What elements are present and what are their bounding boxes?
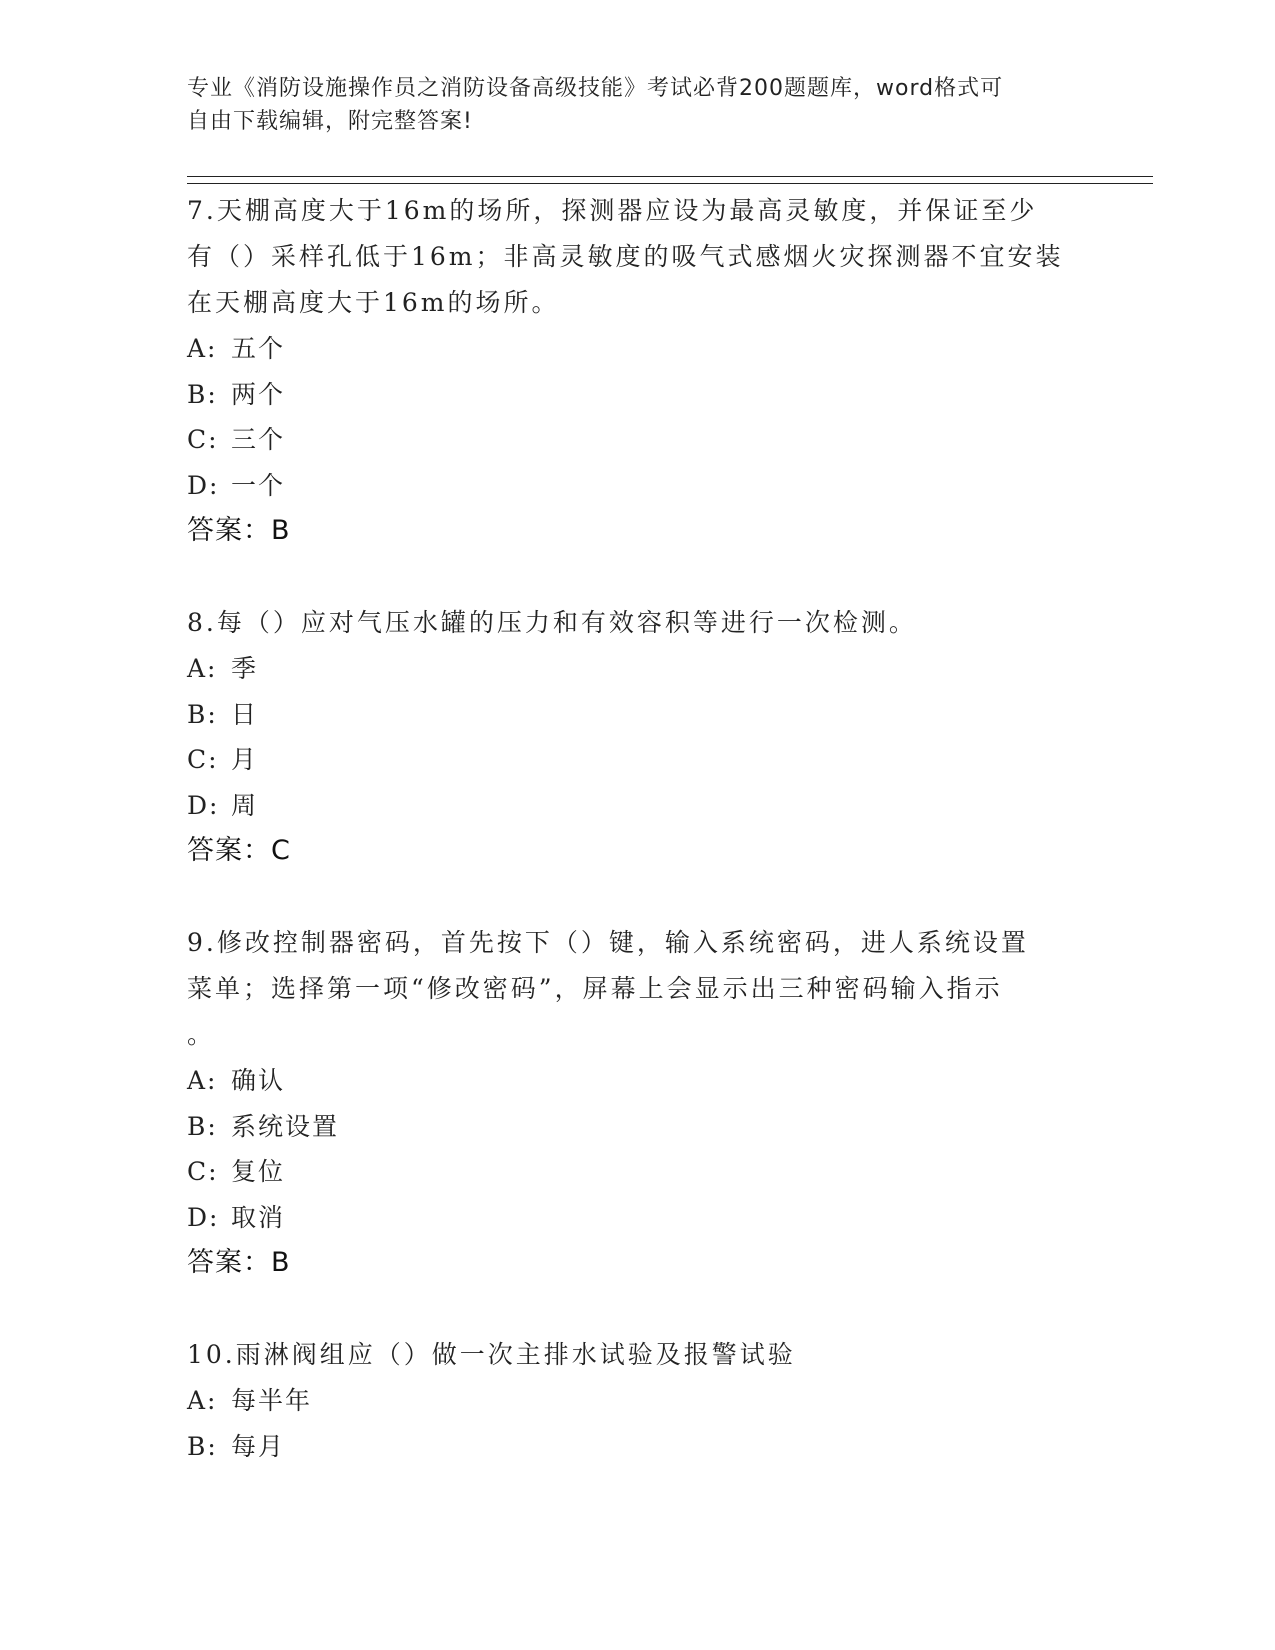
option-text: 月 [231, 745, 259, 774]
option-a [187, 326, 1087, 372]
option-letter: C: [187, 745, 219, 774]
option-letter: B: [187, 1431, 218, 1461]
option-text: 周 [231, 790, 259, 820]
option-a [187, 646, 1087, 692]
question-line: 7.天棚高度大于16m的场所，探测器应设为最高灵敏度，并保证至少 [187, 196, 1038, 225]
option-letter: A: [187, 1066, 218, 1095]
question-text [187, 188, 1087, 326]
option-text: 取消 [231, 1202, 286, 1232]
option-text: 一个 [231, 470, 286, 500]
option-letter: A: [187, 334, 218, 363]
question-8 [187, 600, 1087, 874]
question-line: 有（）采样孔低于16m；非高灵敏度的吸气式感烟火灾探测器不宜安装 [187, 242, 1064, 271]
question-line: 。 [187, 1020, 216, 1049]
option-b [187, 692, 1087, 738]
question-7 [187, 188, 1087, 554]
option-c [187, 1149, 1087, 1195]
option-letter: A: [187, 654, 218, 683]
question-10 [187, 1332, 1087, 1469]
option-letter: C: [187, 1157, 219, 1186]
option-b [187, 1104, 1087, 1150]
option-letter: B: [187, 379, 218, 409]
option-text: 两个 [231, 379, 286, 409]
option-a [187, 1378, 1087, 1424]
option-text: 确认 [231, 1066, 286, 1095]
header-line-1: 专业《消防设施操作员之消防设备高级技能》考试必背200题题库，word格式可 [187, 76, 1004, 101]
question-line: 9.修改控制器密码，首先按下（）键，输入系统密码，进人系统设置 [187, 928, 1029, 957]
answer: 答案：B [187, 1247, 291, 1278]
option-c [187, 737, 1087, 783]
option-b [187, 1424, 1087, 1470]
question-list [187, 188, 1087, 1515]
option-a [187, 1058, 1087, 1104]
question-text [187, 920, 1087, 1058]
option-letter: D: [187, 790, 220, 820]
option-text: 每半年 [231, 1386, 313, 1415]
option-letter: B: [187, 1111, 218, 1141]
question-text [187, 600, 1087, 646]
question-text [187, 1332, 1087, 1378]
document-header [187, 72, 1067, 138]
question-9 [187, 920, 1087, 1286]
question-line: 8.每（）应对气压水罐的压力和有效容积等进行一次检测。 [187, 608, 917, 637]
header-line-2: 自由下载编辑，附完整答案! [187, 109, 473, 134]
option-text: 复位 [231, 1157, 286, 1186]
option-letter: D: [187, 1202, 220, 1232]
option-d [187, 1195, 1087, 1241]
question-line: 在天棚高度大于16m的场所。 [187, 288, 560, 317]
question-line: 菜单；选择第一项“修改密码”，屏幕上会显示出三种密码输入指示 [187, 974, 1003, 1003]
option-text: 每月 [231, 1431, 286, 1461]
option-c [187, 417, 1087, 463]
answer: 答案：C [187, 835, 291, 866]
option-letter: B: [187, 699, 218, 729]
option-d [187, 783, 1087, 829]
option-d [187, 463, 1087, 509]
answer: 答案：B [187, 515, 291, 546]
option-letter: C: [187, 425, 219, 454]
question-line: 10.雨淋阀组应（）做一次主排水试验及报警试验 [187, 1340, 796, 1369]
option-letter: D: [187, 470, 220, 500]
header-divider [187, 176, 1153, 184]
option-letter: A: [187, 1386, 218, 1415]
option-text: 日 [231, 699, 259, 729]
option-b [187, 372, 1087, 418]
option-text: 系统设置 [231, 1111, 340, 1141]
option-text: 五个 [231, 334, 286, 363]
option-text: 三个 [231, 425, 286, 454]
option-text: 季 [231, 654, 259, 683]
